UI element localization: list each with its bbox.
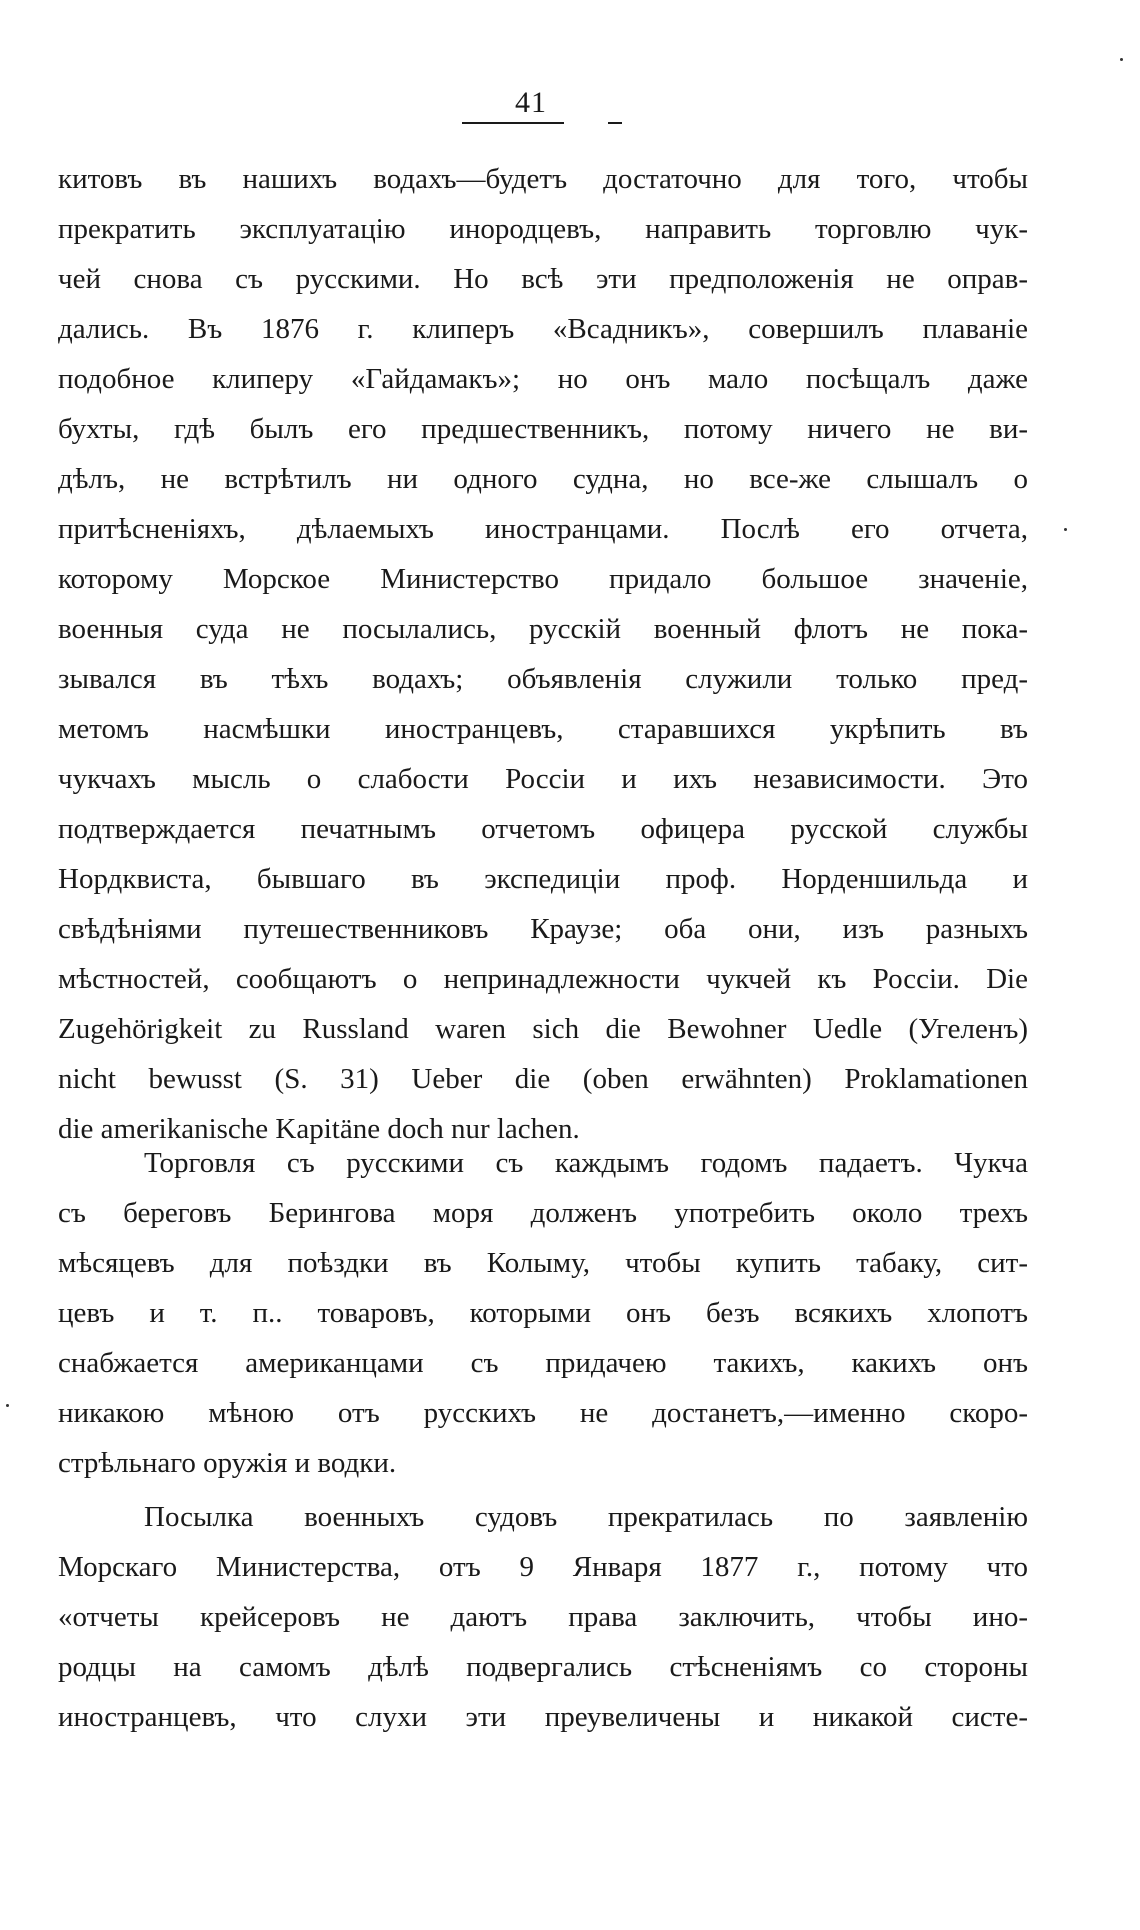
paragraph-warships (58, 1492, 1028, 1742)
header-rule (462, 122, 564, 124)
text-line: родцы на самомъ дѣлѣ подвергались стѣсненіямъ со стороны (58, 1651, 1028, 1683)
text-line: Посылка военныхъ судовъ прекратилась по заявленію (144, 1501, 1028, 1533)
text-line: подобное клиперу «Гайдамакъ»; но онъ мало посѣщалъ даже (58, 363, 1028, 395)
text-line: метомъ насмѣшки иностранцевъ, старавшихся укрѣпить въ (58, 713, 1028, 745)
text-line: бухты, гдѣ былъ его предшественникъ, потому ничего не ви- (58, 413, 1028, 445)
text-line: Нордквиста, бывшаго въ экспедиціи проф. Норденшильда и (58, 863, 1028, 895)
text-line: прекратить эксплуатацію инородцевъ, направить торговлю чук- (58, 213, 1028, 245)
text-line: чей снова съ русскими. Но всѣ эти предположенія не оправ- (58, 263, 1028, 295)
text-line: зывался въ тѣхъ водахъ; объявленія служили только пред- (58, 663, 1028, 695)
text-line: цевъ и т. п.. товаровъ, которыми онъ безъ всякихъ хлопотъ (58, 1297, 1028, 1329)
text-line: Торговля съ русскими съ каждымъ годомъ падаетъ. Чукча (144, 1147, 1028, 1179)
text-line: дались. Въ 1876 г. клиперъ «Всадникъ», совершилъ плаваніе (58, 313, 1028, 345)
text-line: мѣстностей, сообщаютъ о непринадлежности чукчей къ Россіи. Die (58, 963, 1028, 995)
print-speck (1064, 528, 1067, 531)
text-line: военныя суда не посылались, русскій военный флотъ не пока- (58, 613, 1028, 645)
text-line: которому Морское Министерство придало большое значеніе, (58, 563, 1028, 595)
text-line: «отчеты крейсеровъ не даютъ права заключить, чтобы ино- (58, 1601, 1028, 1633)
text-line: снабжается американцами съ придачею такихъ, какихъ онъ (58, 1347, 1028, 1379)
text-line: иностранцевъ, что слухи эти преувеличены и никакой систе- (58, 1701, 1028, 1733)
header-dash-mark (608, 122, 622, 124)
page-number: 41 (515, 86, 547, 119)
text-line: дѣлъ, не встрѣтилъ ни одного судна, но все-же слышалъ о (58, 463, 1028, 495)
paragraph-trade (58, 1138, 1028, 1488)
text-line: nicht bewusst (S. 31) Ueber die (oben erwähnten) Proklamationen (58, 1063, 1028, 1095)
text-line: стрѣльнаго оружія и водки. (58, 1447, 397, 1479)
text-line: Морскаго Министерства, отъ 9 Января 1877 г., потому что (58, 1551, 1028, 1583)
text-line: Zugehörigkeit zu Russland waren sich die Bewohner Uedle (Угеленъ) (58, 1013, 1028, 1045)
text-line: никакою мѣною отъ русскихъ не достанетъ,—именно скоро- (58, 1397, 1028, 1429)
text-line: притѣсненіяхъ, дѣлаемыхъ иностранцами. Послѣ его отчета, (58, 513, 1028, 545)
print-speck (6, 1404, 9, 1407)
print-speck (1120, 58, 1123, 61)
text-line: китовъ въ нашихъ водахъ—будетъ достаточно для того, чтобы (58, 163, 1028, 195)
text-line: свѣдѣніями путешественниковъ Краузе; оба они, изъ разныхъ (58, 913, 1028, 945)
paragraph-continuation (58, 154, 1028, 1154)
text-line: подтверждается печатнымъ отчетомъ офицера русской службы (58, 813, 1028, 845)
text-line: die amerikanische Kapitäne doch nur lachen. (58, 1113, 580, 1145)
text-line: чукчахъ мысль о слабости Россіи и ихъ независимости. Это (58, 763, 1028, 795)
text-line: мѣсяцевъ для поѣздки въ Колыму, чтобы купить табаку, сит- (58, 1247, 1028, 1279)
text-line: съ береговъ Берингова моря долженъ употребить около трехъ (58, 1197, 1028, 1229)
